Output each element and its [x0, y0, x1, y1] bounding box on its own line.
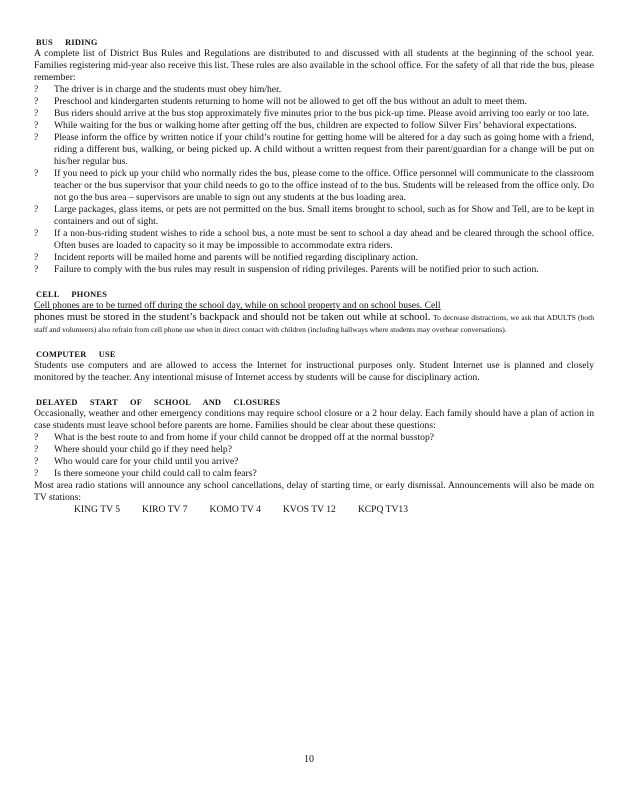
tv-station: KIRO TV 7 — [142, 504, 188, 515]
bullet-marker: ? — [34, 96, 39, 107]
tv-station: KING TV 5 — [74, 504, 121, 515]
bullet-marker: ? — [34, 264, 39, 275]
bullet-marker: ? — [34, 432, 39, 443]
delayed-questions-list — [34, 432, 594, 480]
bus-riding-section — [34, 38, 594, 276]
list-item: ? Bus riders should arrive at the bus stop approximately five minutes prior to the bus pick-up time. Please avoid arriving too early or too late. — [34, 108, 589, 119]
cell-phones-section — [34, 290, 594, 336]
bullet-marker: ? — [34, 132, 39, 143]
list-item: ? Who would care for your child until you arrive? — [34, 456, 239, 467]
list-item: ? Is there someone your child could call to calm fears? — [34, 468, 257, 479]
delayed-start-outro: Most area radio stations will announce any school cancellations, delay of starting time, or early dismissal. Announcements will also be made on TV stations: — [34, 480, 594, 503]
tv-station: KVOS TV 12 — [282, 504, 336, 515]
computer-use-text: Students use computers and are allowed to access the Internet for instructional purposes only. Student Internet use is planned and closely monitored by the teacher. Any intentional misuse of Internet access by students will be cause for disciplinary action. — [34, 360, 594, 383]
list-item: ? Where should your child go if they need help? — [34, 444, 232, 455]
list-item: ? Preschool and kindergarten students returning to home will not be allowed to get off the bus without an adult to meet them. — [34, 96, 527, 107]
list-item: ? While waiting for the bus or walking home after getting off the bus, children are expected to follow Silver Firs’ behavioral expectations. — [34, 120, 577, 131]
cell-phones-backpack-rule: phones must be stored in the student’s backpack and should not be taken out while at school. — [34, 312, 431, 323]
bullet-marker: ? — [34, 228, 39, 239]
bullet-marker: ? — [34, 456, 39, 467]
list-item: ? Incident reports will be mailed home and parents will be notified regarding disciplinary action. — [34, 252, 418, 263]
tv-station: KOMO TV 4 — [209, 504, 261, 515]
list-item: ? Large packages, glass items, or pets are not permitted on the bus. Small items brought to school, such as for Show and Tell, are to be kept in containers and out of sight. — [34, 204, 594, 227]
list-item: ? What is the best route to and from home if your child cannot be dropped off at the normal busstop? — [34, 432, 435, 443]
tv-station: KCPQ TV13 — [357, 504, 409, 515]
cell-phones-heading: CELL PHONES — [36, 290, 108, 299]
cell-phones-rule-line: Cell phones are to be turned off during the school day, while on school property and on school buses. Cell — [34, 300, 441, 311]
bullet-marker: ? — [34, 84, 39, 95]
list-item: ? Please inform the office by written notice if your child’s routine for getting home will be altered for a day such as going home with a friend, riding a different bus, walking, or being picked up. A child without a written request from their parent/guardian for a change will be put on his/her regular bus. — [34, 132, 594, 167]
computer-use-heading: COMPUTER USE — [36, 350, 116, 359]
bus-riding-intro: A complete list of District Bus Rules and Regulations are distributed to and discussed with all students at the beginning of the school year. Families registering mid-year also receive this list. These rules are also available in the school office. For the safety of all that ride the bus, please remember: — [34, 48, 594, 83]
bus-rules-list — [34, 84, 594, 276]
bullet-marker: ? — [34, 252, 39, 263]
bus-riding-heading: BUS RIDING — [36, 38, 98, 47]
bullet-marker: ? — [34, 444, 39, 455]
bullet-marker: ? — [34, 204, 39, 215]
delayed-start-intro: Occasionally, weather and other emergency conditions may require school closure or a 2 hour delay. Each family should have a plan of action in case students must leave school before parents are home. Families should be clear about these questions: — [34, 408, 594, 431]
delayed-start-heading: DELAYED START OF SCHOOL AND CLOSURES — [36, 398, 281, 407]
list-item: ? The driver is in charge and the students must obey him/her. — [34, 84, 282, 95]
list-item: ? If a non-bus-riding student wishes to ride a school bus, a note must be sent to school a day ahead and be cleared through the school office. Often buses are loaded to capacity so it may be impossible to accommodate extra riders. — [34, 228, 594, 251]
cell-phones-rule-text — [34, 312, 594, 336]
bullet-marker: ? — [34, 168, 39, 179]
bullet-marker: ? — [34, 120, 39, 131]
page-number: 10 — [304, 754, 314, 765]
computer-use-section — [34, 350, 594, 384]
bullet-marker: ? — [34, 468, 39, 479]
bullet-marker: ? — [34, 108, 39, 119]
document-page — [34, 38, 594, 516]
list-item: ? If you need to pick up your child who normally rides the bus, please come to the office. Office personnel will communicate to the classroom teacher or the bus supervisor that your child needs to go to the office instead of to the bus. Students will be released from the office only. Do not go the bus area – supervisors are unable to sign out any students at the bus loading area. — [34, 168, 594, 203]
list-item: ? Failure to comply with the bus rules may result in suspension of riding privileges. Parents will be notified prior to such action. — [34, 264, 539, 275]
cell-phones-adult-note: To decrease distractions, we ask that ADULTS (both staff and volunteers) also refrain from cell phone use when in direct contact with children (including hallways where students may overhear conversations). — [34, 313, 594, 334]
delayed-start-section — [34, 398, 594, 516]
tv-stations-list — [74, 504, 594, 516]
